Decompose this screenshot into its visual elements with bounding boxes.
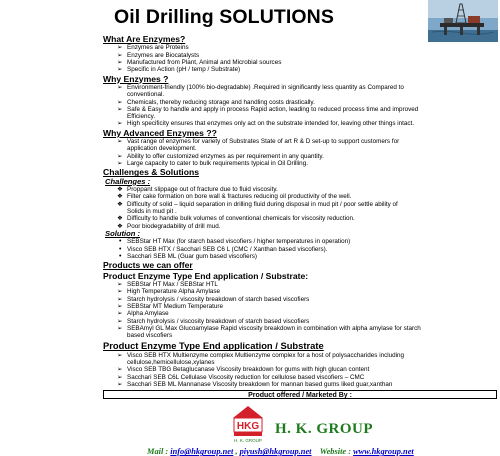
list-item: ➢ Ability to offer customized enzymes as per requirement in any quantity. [117,152,324,160]
list-item: ➢ Visco SEB HTX Multienzyme complex Multienzyme complex for a host of polysaccharides including [117,351,405,359]
diamond-bullet-icon: ❖ [117,186,123,194]
website-link[interactable]: www.hkgroup.net [353,447,414,456]
list-item: ➢ Chemicals, thereby reducing storage and handling costs drastically. [117,98,315,106]
challenges-list [103,186,497,230]
list-item: ➢ Safe & Easy to handle and apply in process Rapid action, leading to reduced process time and improved [117,105,419,113]
solution-list [103,238,497,260]
arrow-bullet-icon: ➢ [117,138,123,146]
page-title: Oil Drilling SOLUTIONS [114,6,334,28]
list-item: • Visco SEB HTX / Sacchari SEB C6 L (CMC / Xanthan based viscofiers). [119,245,328,253]
brand-name: H. K. GROUP [275,421,373,438]
section-advanced-heading: Why Advanced Enzymes ?? [103,127,217,138]
arrow-bullet-icon: ➢ [117,351,123,359]
products-subheading: Product Enzyme Type End application / Substrate: [103,270,309,281]
list-item: ➢ Manufactured from Plant, Animal and Microbial sources [117,59,282,66]
list-item: ❖ Filter cake formation on bore wall & fractures reducing oil productivity of the well. [117,193,352,201]
website-label: Website : [319,447,351,456]
diamond-bullet-icon: ❖ [117,222,123,230]
mail-link-info[interactable]: info@hkgroup.net [170,447,234,456]
list-item: ➢ Alpha Amylase [117,310,169,318]
list-item: ❖ Difficulty of solid – liquid separation in drilling fluid during disposal in mud pit / poor settle ability of [117,200,398,208]
list-item: Efficiency. [127,113,156,121]
list-item: • Sacchari SEB ML (Guar gum based viscofiers) [119,252,257,260]
list-item: ➢ Vast range of enzymes for variety of Substrates State of art R & D set-up to support customers for [117,138,400,146]
list-item: application development. [127,145,197,153]
logo-letters: HKG [236,421,260,433]
arrow-bullet-icon: ➢ [117,302,123,310]
list-item: ➢ SEBAmyl GL Max Glucoamylase Rapid viscosity breakdown in combination with alpha amylase for starch [117,324,421,332]
offered-by-bar: Product offered / Marketed By : [103,390,497,399]
section-why-heading: Why Enzymes ? [103,73,169,84]
list-item: ➢ SEBStar MT Medium Temperature [117,302,224,310]
logo-caption: H. K. GROUP [234,438,262,444]
arrow-bullet-icon: ➢ [117,160,123,168]
arrow-bullet-icon: ➢ [117,59,123,66]
hk-group-logo [231,404,265,444]
solution-subheading: Solution : [105,228,141,238]
list-item: ❖ Poor biodegradability of drill mud. [117,222,221,230]
section-what-list [103,44,497,73]
list-item: ➢ Sacchari SEB ML Mannanase Viscosity breakdown for mannan based gums liked guar,xanthan [117,380,393,388]
list-item: ➢ Specific in Action (pH / temp / Substrate) [117,66,241,74]
list-item: Solids in mud pit . [127,208,177,216]
section-advanced-list [103,138,497,167]
product-types-list [103,352,497,388]
arrow-bullet-icon: ➢ [117,51,123,59]
section-product-types-heading: Product Enzyme Type End application / Substrate [103,340,324,352]
list-item: ➢ Large capacity to cater to bulk requirements typical in Oil Drilling. [117,160,308,168]
contact-line [147,447,497,456]
arrow-bullet-icon: ➢ [117,288,123,296]
list-item: ➢ High specificity ensures that enzymes only act on the substrate intended for, leaving other things intact. [117,120,415,128]
list-item: • SEBStar HT Max (for starch based viscofiers / higher temperatures in operation) [119,238,351,246]
arrow-bullet-icon: ➢ [117,281,123,289]
mail-separator: , [235,447,238,456]
list-item: ➢ Sacchari SEB C6L Cellulase Viscosity reduction for cellulose based viscofiers – CMC [117,373,365,381]
arrow-bullet-icon: ➢ [117,105,123,113]
mail-link-piyush[interactable]: piyush@hkgroup.net [239,447,312,456]
list-item: ➢ Starch hydrolysis / viscosity breakdown of starch based viscofiers [117,317,310,325]
diamond-bullet-icon: ❖ [117,193,123,201]
mail-label: Mail : [147,447,169,456]
dot-bullet-icon: • [119,245,122,253]
arrow-bullet-icon: ➢ [117,44,123,52]
list-item: ❖ Difficulty to handle bulk volumes of conventional chemicals for viscosity reduction. [117,215,355,223]
list-item: ➢ Enzymes are Proteins [117,44,189,52]
arrow-bullet-icon: ➢ [117,84,123,91]
section-what-heading: What Are Enzymes? [103,34,186,44]
arrow-bullet-icon: ➢ [117,152,123,160]
arrow-bullet-icon: ➢ [117,98,123,106]
challenges-subheading: Challenges : [105,176,151,186]
arrow-bullet-icon: ➢ [117,317,123,325]
list-item: conventional. [127,91,165,99]
company-logo-row [103,399,497,447]
arrow-bullet-icon: ➢ [117,366,123,374]
list-item: ➢ Visco SEB TBG Betaglucanase Viscosity breakdown for gums with high glucan content [117,366,370,374]
dot-bullet-icon: • [119,252,122,260]
section-products-heading: Products we can offer [103,260,193,271]
section-challenges-heading: Challenges & Solutions [103,167,199,178]
list-item: ➢ Starch hydrolysis / viscosity breakdown of starch based viscofiers [117,295,310,303]
list-item: ➢ Enzymes are Biocatalysts [117,51,200,59]
diamond-bullet-icon: ❖ [117,200,123,208]
content [103,34,497,456]
arrow-bullet-icon: ➢ [117,310,123,318]
list-item: ➢ Environment-friendly (100% bio-degradable) .Required in significantly less quantity as Compared to [117,84,404,91]
arrow-bullet-icon: ➢ [117,295,123,303]
list-item: cellulose,hemicellulose,xylanes [127,358,215,366]
section-why-list [103,84,497,128]
products-list [103,281,497,339]
arrow-bullet-icon: ➢ [117,120,123,128]
arrow-bullet-icon: ➢ [117,373,123,381]
list-item: ➢ High Temperature Alpha Amylase [117,288,220,296]
dot-bullet-icon: • [119,238,122,246]
list-item: ❖ Proppant slippage out of fracture due to fluid viscosity. [117,186,278,194]
arrow-bullet-icon: ➢ [117,380,123,388]
list-item: ➢ SEBStar HT Max / SEBStar HTL [117,281,218,289]
arrow-bullet-icon: ➢ [117,66,123,74]
diamond-bullet-icon: ❖ [117,215,123,223]
list-item: based viscofiers [127,332,173,340]
arrow-bullet-icon: ➢ [117,324,123,332]
